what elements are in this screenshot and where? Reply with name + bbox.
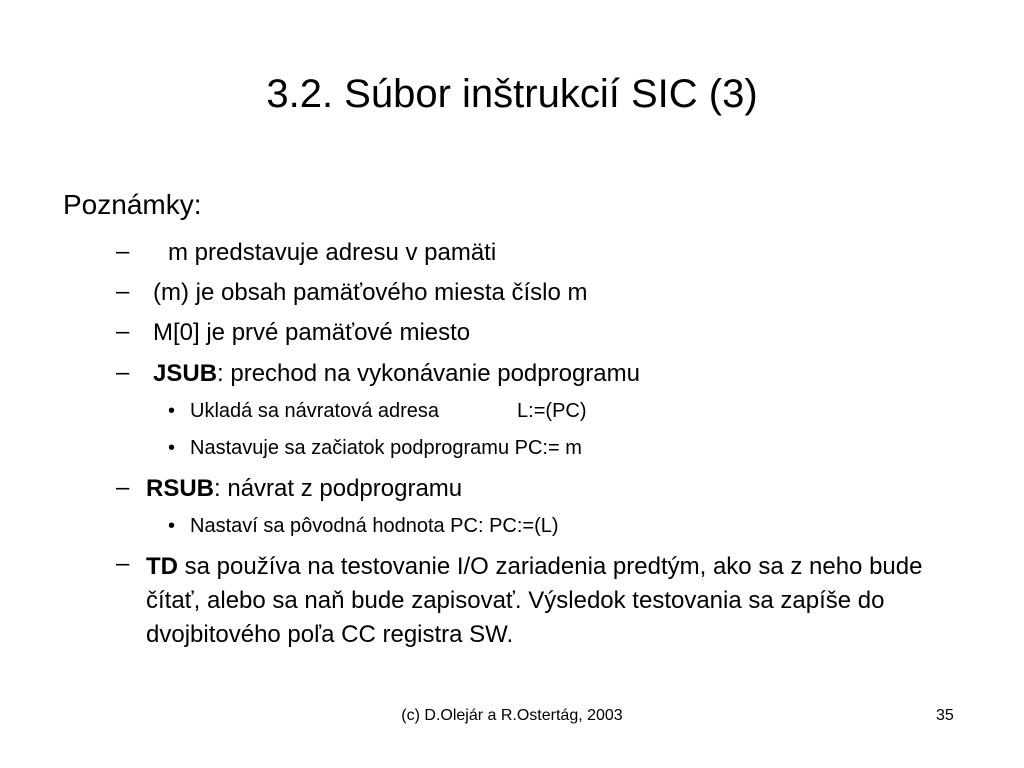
keyword-jsub: JSUB [153,360,218,387]
dash-marker: – [116,474,130,501]
list-item-text: (m) je obsah pamäťového miesta číslo m [153,279,588,306]
list-item-text: : návrat z podprogramu [214,475,463,502]
list-item-text: : prechod na vykonávanie podprogramu [217,360,640,387]
sub-item-text: Nastavuje sa začiatok podprogramu PC:= m [190,437,582,459]
list-item-text: sa používa na testovanie I/O zariadenia predtým, ako sa z neho bude čítať, alebo sa naň bude zapisovať. Výsledok testovania sa zapíše do dvojbitového poľa CC registra SW. [146,553,923,648]
bullet-marker: • [168,515,176,537]
notes-heading: Poznámky: [63,189,202,220]
list-item-text: m predstavuje adresu v pamäti [168,239,497,266]
list-item-rsub [146,474,462,504]
dash-marker: – [116,238,130,265]
list-item-td [146,550,946,652]
sub-item [168,398,587,424]
sub-item-extra: L:=(PC) [517,400,587,422]
sub-item-text: Nastaví sa pôvodná hodnota PC: PC:=(L) [190,515,559,537]
footer-copyright: (c) D.Olejár a R.Ostertág, 2003 [401,707,623,724]
dash-marker: – [116,359,130,386]
list-item [153,318,470,348]
keyword-td: TD [146,553,178,580]
bullet-marker: • [168,437,176,459]
slide-title: 3.2. Súbor inštrukcií SIC (3) [266,72,758,116]
dash-marker: – [116,550,130,577]
page-number: 35 [936,707,954,724]
list-item [153,278,588,308]
sub-item [168,435,582,461]
keyword-rsub: RSUB [146,475,215,502]
list-item-text: M[0] je prvé pamäťové miesto [153,319,471,346]
dash-marker: – [116,278,130,305]
list-item [168,238,496,268]
sub-item [168,513,559,539]
sub-item-text: Ukladá sa návratová adresa [190,400,440,422]
list-item-jsub [153,359,640,389]
dash-marker: – [116,318,130,345]
bullet-marker: • [168,400,176,422]
